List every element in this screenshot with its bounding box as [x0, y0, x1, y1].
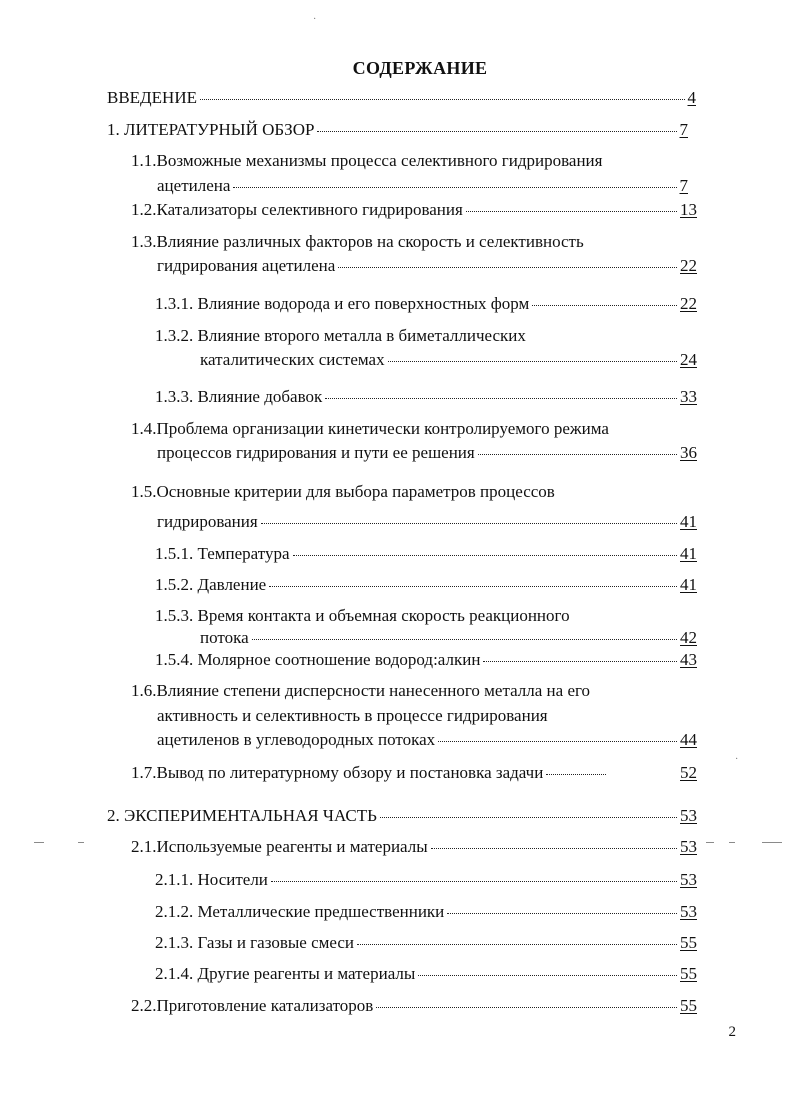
- toc-entry-ch1: 1. ЛИТЕРАТУРНЫЙ ОБЗОР 7: [107, 120, 688, 139]
- toc-entry-1-3-line1: 1.3.Влияние различных факторов на скорость и селективность: [131, 232, 584, 251]
- toc-entry-1-5-1: 1.5.1. Температура 41: [155, 544, 697, 563]
- toc-entry-1-5-3: потока 42: [200, 628, 697, 647]
- scan-speck: ·: [735, 754, 739, 765]
- toc-entry-1-5: гидрирования 41: [157, 512, 697, 531]
- toc-entry-2-1-1: 2.1.1. Носители 53: [155, 870, 697, 889]
- toc-entry-1-5-line1: 1.5.Основные критерии для выбора параметров процессов: [131, 482, 555, 501]
- toc-entry-1-6: ацетиленов в углеводородных потоках 44: [157, 730, 697, 749]
- toc-entry-1-3-1: 1.3.1. Влияние водорода и его поверхностных форм 22: [155, 294, 697, 313]
- toc-entry-1-5-2: 1.5.2. Давление 41: [155, 575, 697, 594]
- toc-entry-2-1: 2.1.Используемые реагенты и материалы 53: [131, 837, 697, 856]
- toc-entry-2-1-3: 2.1.3. Газы и газовые смеси 55: [155, 933, 697, 952]
- toc-entry-1-7: 1.7.Вывод по литературному обзору и постановка задачи 52: [131, 763, 697, 782]
- page-title: СОДЕРЖАНИЕ: [352, 58, 488, 78]
- toc-entry-1-3-2: каталитических системах 24: [200, 350, 697, 369]
- scan-speck: ·: [313, 14, 317, 25]
- toc-entry-2-1-4: 2.1.4. Другие реагенты и материалы 55: [155, 964, 697, 983]
- toc-entry-1-3-2-line1: 1.3.2. Влияние второго металла в биметаллических: [155, 326, 526, 345]
- toc-entry-1-5-3-line1: 1.5.3. Время контакта и объемная скорость реакционного: [155, 606, 570, 625]
- toc-entry-1-1-line1: 1.1.Возможные механизмы процесса селективного гидрирования: [131, 151, 603, 170]
- toc-entry-1-2: 1.2.Катализаторы селективного гидрирования 13: [131, 200, 697, 219]
- toc-entry-1-1: ацетилена 7: [157, 176, 688, 195]
- toc-entry-1-6-line1: 1.6.Влияние степени дисперсности нанесенного металла на его: [131, 681, 591, 700]
- toc-entry-1-4: процессов гидрирования и пути ее решения 36: [157, 443, 697, 462]
- scan-artifact: [78, 842, 84, 843]
- toc-entry-1-3: гидрирования ацетилена 22: [157, 256, 697, 275]
- toc-entry-1-3-3: 1.3.3. Влияние добавок 33: [155, 387, 697, 406]
- toc-entry-2-1-2: 2.1.2. Металлические предшественники 53: [155, 902, 697, 921]
- scan-artifact: [34, 842, 44, 843]
- toc-entry-1-4-line1: 1.4.Проблема организации кинетически контролируемого режима: [131, 419, 609, 438]
- toc-entry-1-5-4: 1.5.4. Молярное соотношение водород:алкин 43: [155, 650, 697, 669]
- toc-entry-ch2: 2. ЭКСПЕРИМЕНТАЛЬНАЯ ЧАСТЬ 53: [107, 806, 697, 825]
- toc-entry-1-6-line2: активность и селективность в процессе гидрирования: [157, 706, 548, 725]
- toc-entry-intro: ВВЕДЕНИЕ 4: [107, 88, 696, 107]
- scan-artifact: [762, 842, 782, 843]
- toc-entry-2-2: 2.2.Приготовление катализаторов 55: [131, 996, 697, 1015]
- page-number: 2: [728, 1024, 736, 1040]
- scan-artifact: [729, 842, 735, 843]
- scan-artifact: [706, 842, 714, 843]
